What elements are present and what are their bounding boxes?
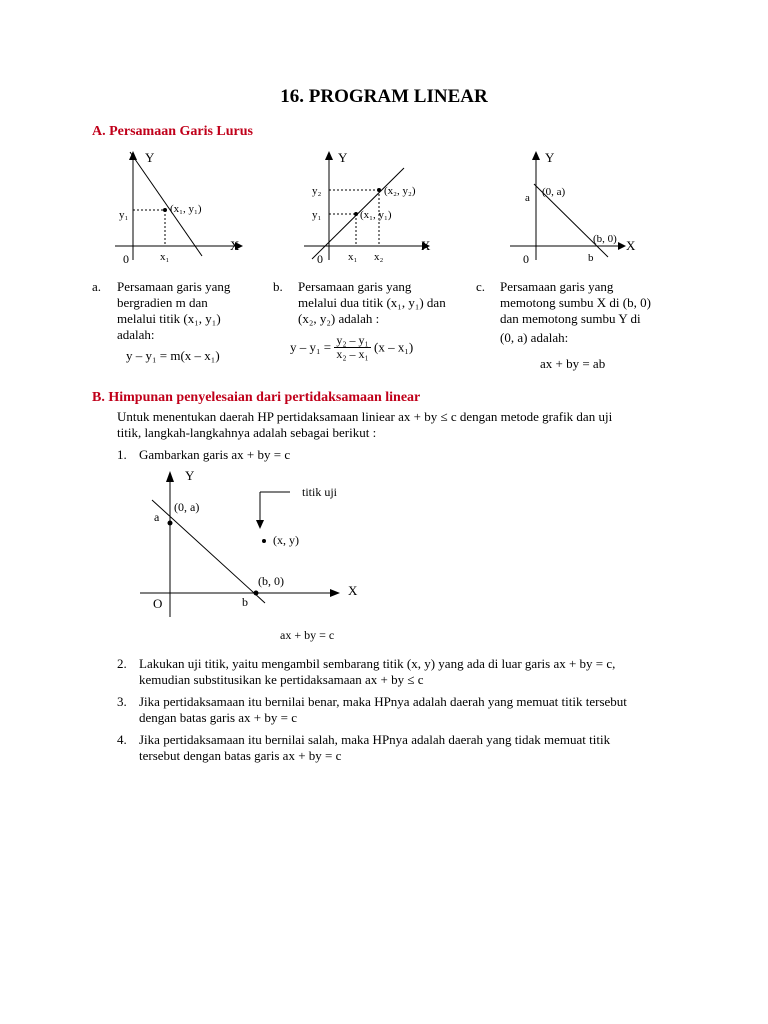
step-line: tersebut dengan batas garis ax + by = c — [139, 748, 342, 763]
hp-graph-x-label: X — [348, 583, 358, 598]
step-2-number: 2. — [117, 656, 127, 671]
graph-c-a: a — [525, 192, 530, 204]
graph-c-x-label: X — [626, 238, 636, 253]
graph-a-origin: 0 — [123, 252, 129, 266]
step-line: Jika pertidaksamaan itu bernilai benar, maka HPnya adalah daerah yang memuat titik tersebut — [139, 694, 627, 709]
hp-graph-point-b: (b, 0) — [258, 574, 284, 588]
hp-graph-a: a — [154, 510, 160, 524]
desc-b-line: (x₂, y₂) adalah : — [298, 311, 380, 326]
graph-b-point1: (x₁, y₁) — [360, 209, 392, 221]
desc-c-text — [500, 279, 690, 346]
step-3-text — [139, 694, 627, 726]
graph-a-y-tick: y₁ — [119, 209, 129, 221]
desc-b-text — [298, 279, 478, 327]
graph-b-y2: y₂ — [312, 185, 322, 197]
step-line: dengan batas garis ax + by = c — [139, 710, 297, 725]
desc-a-text — [117, 279, 267, 343]
graph-c-origin: 0 — [523, 252, 529, 266]
graph-c-y-label: Y — [545, 150, 555, 165]
fraction-denominator: x₂ – x₁ — [336, 347, 369, 361]
section-b-heading: B. Himpunan penyelesaian dari pertidaksamaan linear — [92, 390, 421, 405]
formula-lhs: y – y₁ = — [290, 339, 332, 355]
formula-rhs: (x – x₁) — [374, 339, 414, 355]
hp-graph-b: b — [242, 595, 248, 609]
desc-b-line: melalui dua titik (x₁, y₁) dan — [298, 295, 446, 310]
desc-a-marker: a. — [92, 279, 102, 294]
desc-a-line: melalui titik (x₁, y₁) — [117, 311, 221, 326]
graph-b-point2: (x₂, y₂) — [384, 185, 416, 197]
desc-c-line: Persamaan garis yang — [500, 279, 614, 294]
step-1-text: Gambarkan garis ax + by = c — [139, 447, 291, 462]
test-point-label: titik uji — [302, 485, 338, 499]
graph-a-x-label: X — [230, 238, 240, 253]
section-a-heading: A. Persamaan Garis Lurus — [92, 124, 253, 139]
intro-line: titik, langkah-langkahnya adalah sebagai berikut : — [117, 425, 377, 440]
graph-c-point-b: (b, 0) — [593, 233, 617, 245]
step-4-number: 4. — [117, 732, 127, 747]
graph-a-x-tick: x₁ — [160, 251, 170, 263]
section-b-intro — [117, 409, 612, 441]
graph-b-x2: x₂ — [374, 251, 384, 263]
desc-c-line: (0, a) adalah: — [500, 330, 569, 345]
desc-a-formula: y – y₁ = m(x – x₁) — [126, 348, 220, 363]
hp-graph-point-a: (0, a) — [174, 500, 200, 514]
desc-b-marker: b. — [273, 279, 283, 294]
hp-graph-origin: O — [153, 596, 163, 611]
graph-b-y-label: Y — [338, 150, 348, 165]
graph-b — [304, 148, 444, 268]
graph-b-x1: x₁ — [348, 251, 358, 263]
intro-line: Untuk menentukan daerah HP pertidaksamaan liniear ax + by ≤ c dengan metode grafik dan uji — [117, 409, 613, 424]
graph-c-point-a: (0, a) — [542, 186, 566, 198]
step-line: kemudian substitusikan ke pertidaksamaan ax + by ≤ c — [139, 672, 424, 687]
desc-a-line: Persamaan garis yang — [117, 279, 231, 294]
desc-c-line: memotong sumbu X di (b, 0) — [500, 295, 651, 310]
hp-graph-y-label: Y — [185, 468, 195, 483]
graph-b-origin: 0 — [317, 252, 323, 266]
graph-b-x-label: X — [421, 238, 431, 253]
graph-b-y1: y₁ — [312, 209, 322, 221]
test-point: (x, y) — [273, 533, 299, 547]
graph-c-b: b — [588, 252, 594, 264]
graph-c — [505, 148, 655, 268]
step-2-text — [139, 656, 615, 688]
desc-c-marker: c. — [476, 279, 486, 294]
fraction-numerator: y₂ – y₁ — [336, 333, 369, 347]
graph-a-point: (x₁, y₁) — [170, 203, 202, 215]
hp-graph — [130, 465, 380, 650]
step-4-text — [139, 732, 610, 764]
desc-b-line: Persamaan garis yang — [298, 279, 412, 294]
desc-b-formula — [290, 334, 413, 361]
desc-a-line: adalah: — [117, 327, 155, 342]
step-1-number: 1. — [117, 447, 127, 462]
desc-a-line: bergradien m dan — [117, 295, 208, 310]
step-line: Jika pertidaksamaan itu bernilai salah, maka HPnya adalah daerah yang tidak memuat titik — [139, 732, 611, 747]
graph-a — [110, 148, 250, 268]
line-equation-label: ax + by = c — [280, 628, 335, 642]
formula-fraction — [334, 334, 370, 361]
step-3-number: 3. — [117, 694, 127, 709]
graph-a-y-label: Y — [145, 150, 155, 165]
desc-c-formula: ax + by = ab — [540, 356, 606, 371]
page-title: 16. PROGRAM LINEAR — [280, 86, 488, 107]
desc-c-line: dan memotong sumbu Y di — [500, 311, 641, 326]
step-line: Lakukan uji titik, yaitu mengambil sembarang titik (x, y) yang ada di luar garis ax + by = c, — [139, 656, 616, 671]
